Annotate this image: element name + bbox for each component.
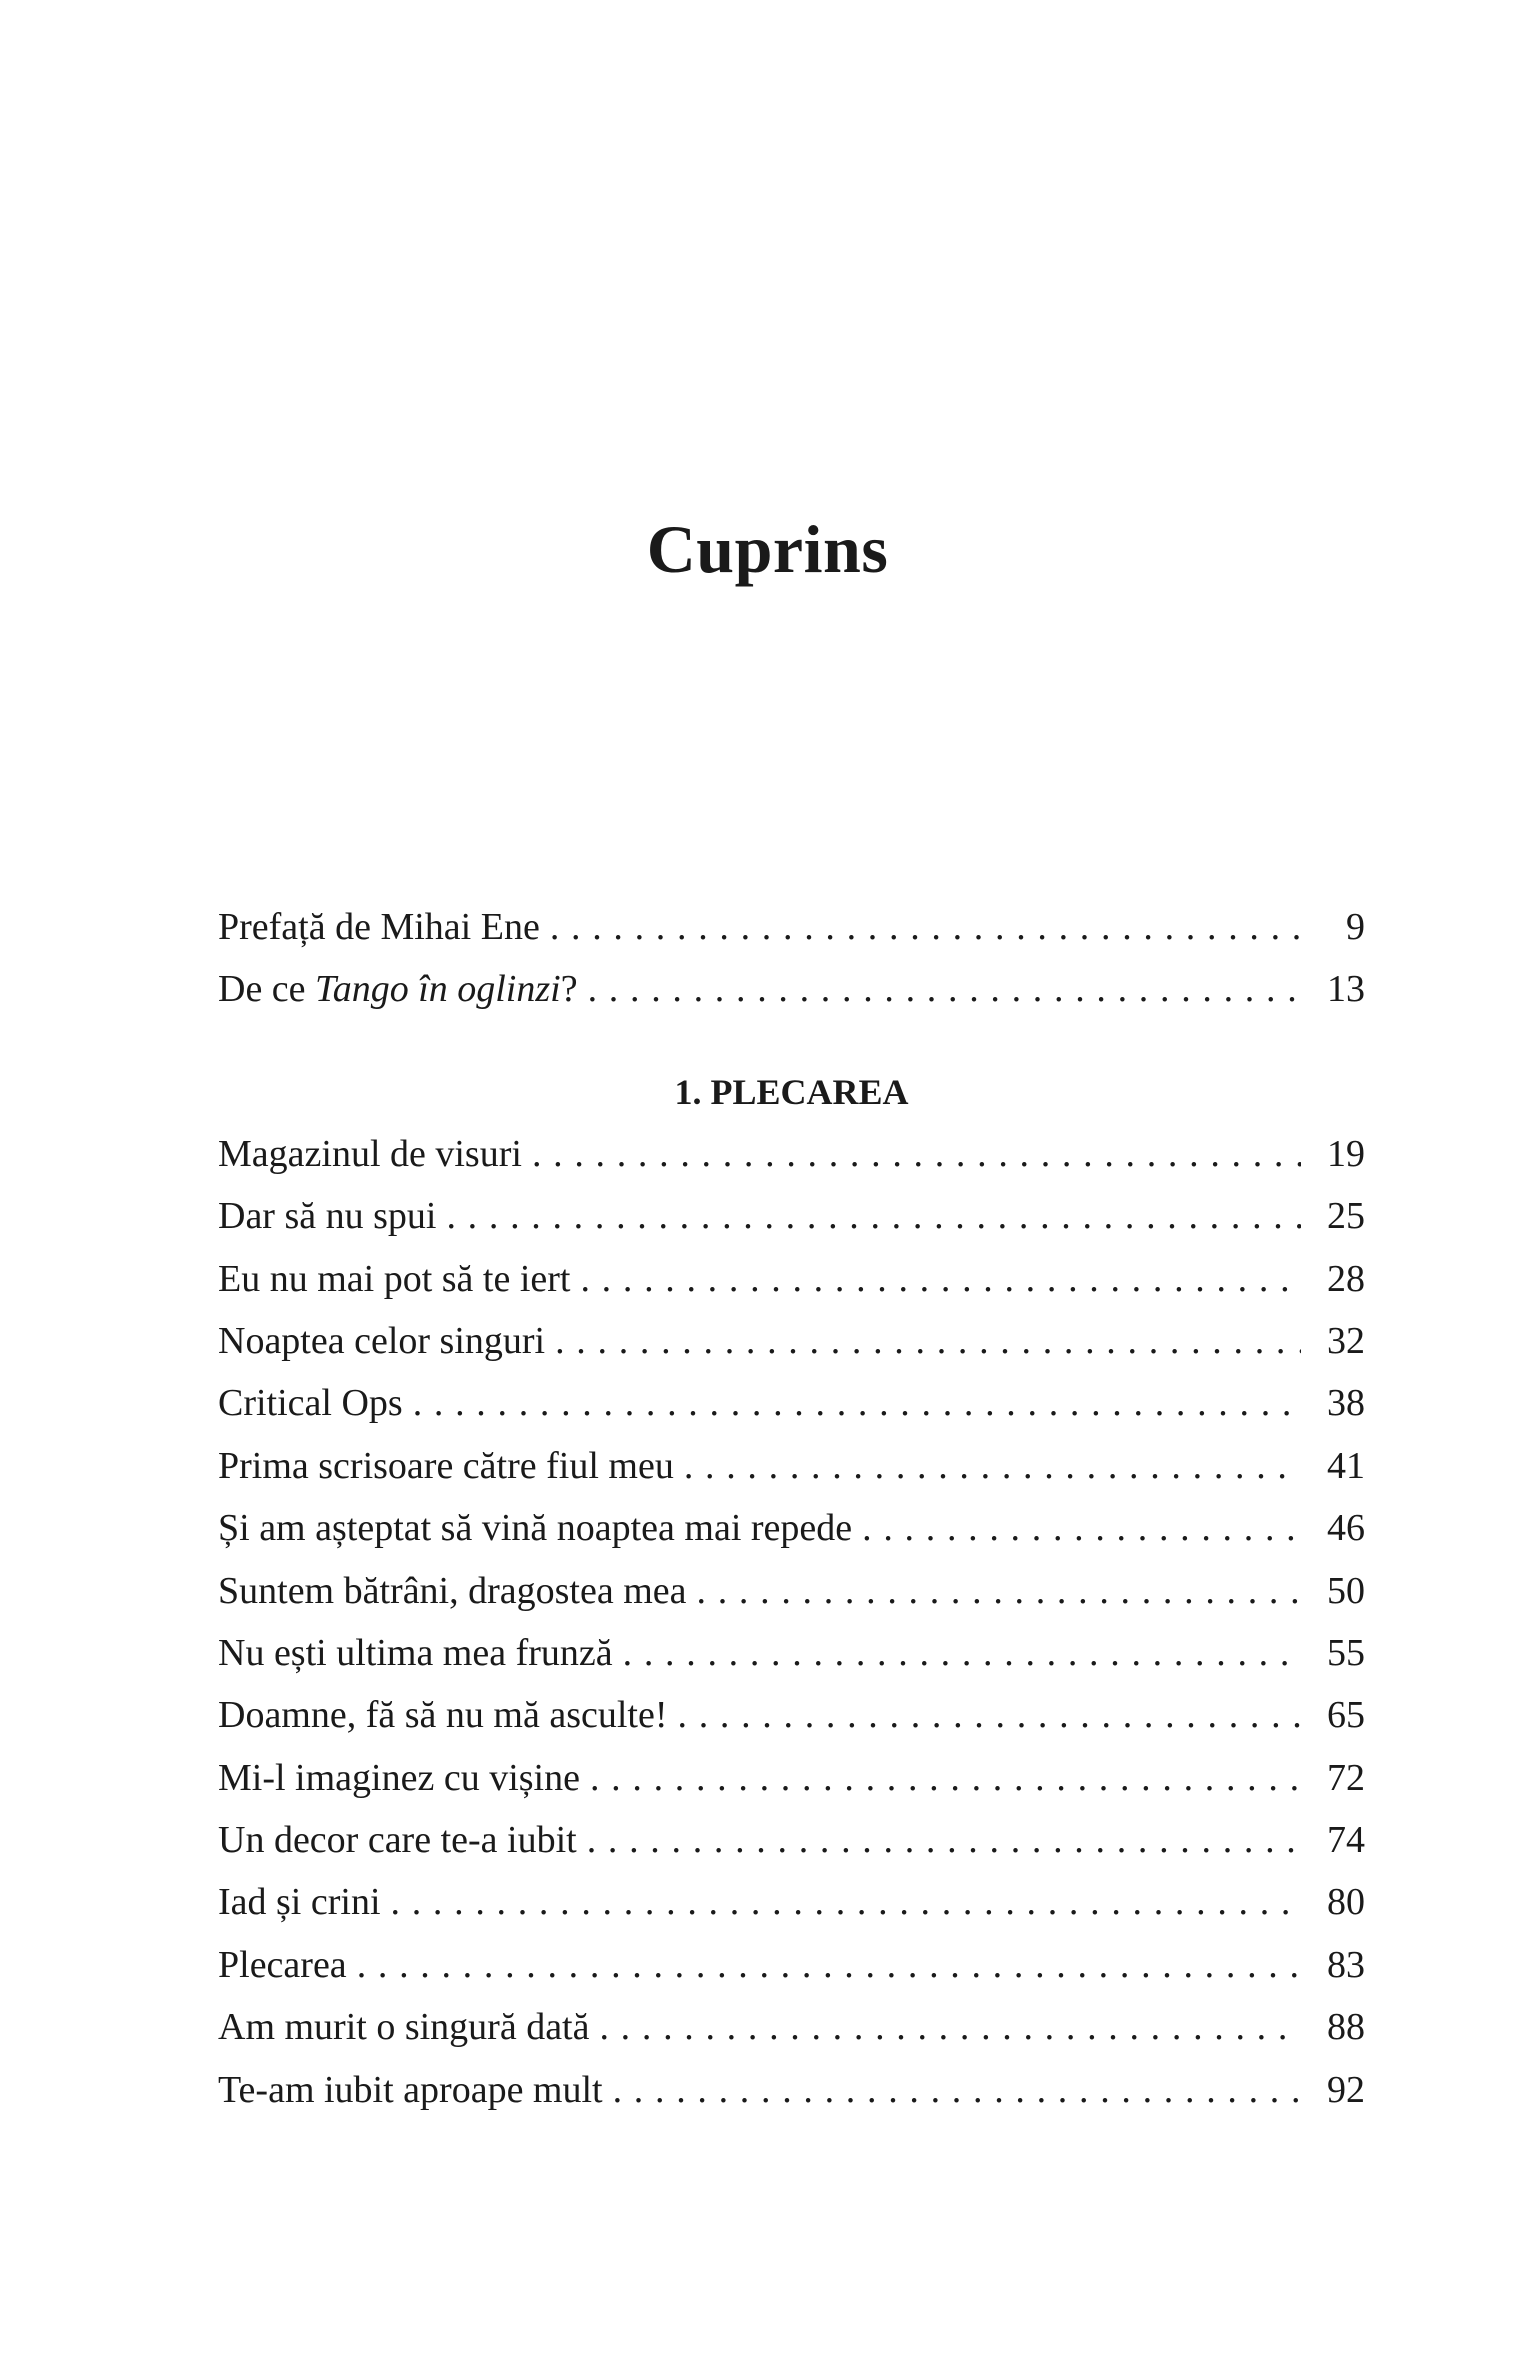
toc-entry: [218, 1444, 1365, 1506]
dot-leader: [587, 1818, 1301, 1862]
entry-title: De ce Tango în oglinzi?: [218, 968, 578, 1011]
toc-entry: [218, 1631, 1365, 1693]
entry-title: Am murit o singură dată: [218, 2006, 590, 2049]
toc-entry: [218, 1880, 1365, 1942]
toc-entry: [218, 2005, 1365, 2067]
table-of-contents: [218, 905, 1365, 2130]
dot-leader: [684, 1444, 1301, 1488]
dot-leader: [413, 1381, 1301, 1425]
entry-page-number: 9: [1346, 906, 1365, 948]
entry-page-number: 74: [1327, 1819, 1365, 1862]
entry-page-number: 19: [1327, 1132, 1365, 1175]
entry-title: Mi-l imaginez cu vișine: [218, 1756, 580, 1799]
dot-leader: [623, 1631, 1301, 1675]
section-entry-list: [218, 1132, 1365, 2130]
entry-title: Un decor care te-a iubit: [218, 1819, 577, 1862]
entry-page-number: 13: [1327, 968, 1365, 1011]
entry-title: Și am așteptat să vină noaptea mai repede: [218, 1507, 853, 1550]
front-matter-list: [218, 905, 1365, 1030]
toc-entry: [218, 2068, 1365, 2130]
dot-leader: [862, 1506, 1301, 1550]
dot-leader: [590, 1756, 1301, 1800]
entry-page-number: 28: [1327, 1257, 1365, 1300]
dot-leader: [588, 967, 1301, 1011]
entry-page-number: 32: [1327, 1319, 1365, 1362]
entry-page-number: 50: [1327, 1569, 1365, 1612]
dot-leader: [678, 1693, 1302, 1737]
entry-title: Plecarea: [218, 1943, 347, 1986]
entry-page-number: 72: [1327, 1756, 1365, 1799]
toc-entry: [218, 1381, 1365, 1443]
entry-page-number: 46: [1327, 1507, 1365, 1550]
toc-entry: [218, 1319, 1365, 1381]
entry-page-number: 88: [1327, 2006, 1365, 2049]
dot-leader: [697, 1569, 1301, 1613]
entry-title: Doamne, fă să nu mă asculte!: [218, 1694, 668, 1737]
entry-title: Suntem bătrâni, dragostea mea: [218, 1569, 687, 1612]
entry-page-number: 38: [1327, 1382, 1365, 1425]
section-heading: 1. PLECAREA: [674, 1071, 909, 1112]
entry-page-number: 83: [1327, 1943, 1365, 1986]
entry-title: Critical Ops: [218, 1382, 403, 1425]
entry-title: Prefață de Mihai Ene: [218, 906, 540, 948]
entry-title: Magazinul de visuri: [218, 1132, 522, 1175]
toc-entry: [218, 905, 1365, 967]
toc-entry: [218, 1194, 1365, 1256]
entry-title: Iad și crini: [218, 1881, 381, 1924]
entry-page-number: 80: [1327, 1881, 1365, 1924]
dot-leader: [391, 1880, 1301, 1924]
dot-leader: [580, 1257, 1301, 1301]
entry-title: Prima scrisoare către fiul meu: [218, 1444, 674, 1487]
dot-leader: [555, 1319, 1301, 1363]
toc-entry: [218, 967, 1365, 1029]
toc-entry: [218, 1693, 1365, 1755]
toc-entry: [218, 1818, 1365, 1880]
dot-leader: [613, 2068, 1301, 2112]
dot-leader: [532, 1132, 1301, 1176]
entry-title: Eu nu mai pot să te iert: [218, 1257, 571, 1300]
entry-page-number: 55: [1327, 1631, 1365, 1674]
entry-page-number: 65: [1327, 1694, 1365, 1737]
entry-page-number: 41: [1327, 1444, 1365, 1487]
entry-page-number: 92: [1327, 2068, 1365, 2111]
dot-leader: [550, 905, 1301, 949]
toc-entry: [218, 1257, 1365, 1319]
entry-title: Dar să nu spui: [218, 1195, 437, 1238]
page-title: Cuprins: [646, 511, 889, 587]
dot-leader: [357, 1943, 1301, 1987]
entry-title: Nu ești ultima mea frunză: [218, 1631, 613, 1674]
entry-page-number: 25: [1327, 1195, 1365, 1238]
toc-entry: [218, 1943, 1365, 2005]
entry-title: Noaptea celor singuri: [218, 1319, 546, 1362]
dot-leader: [446, 1194, 1301, 1238]
toc-entry: [218, 1132, 1365, 1194]
toc-entry: [218, 1569, 1365, 1631]
toc-entry: [218, 1506, 1365, 1568]
entry-title: Te-am iubit aproape mult: [218, 2068, 603, 2111]
toc-entry: [218, 1756, 1365, 1818]
dot-leader: [599, 2005, 1301, 2049]
